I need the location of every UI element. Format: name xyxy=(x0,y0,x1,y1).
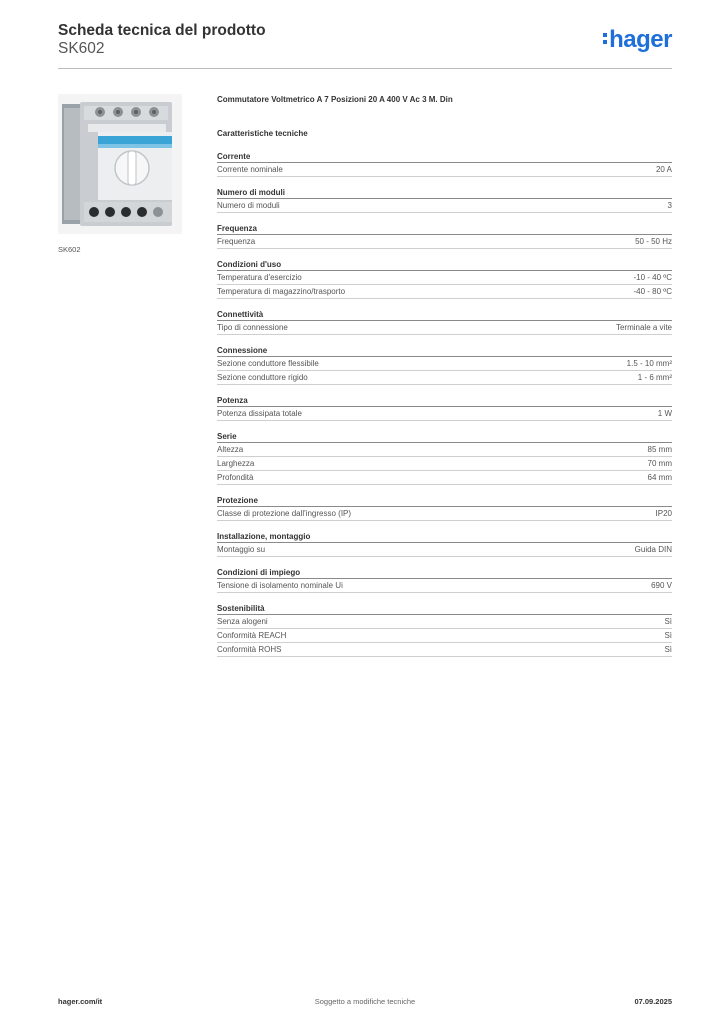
logo-dots-icon xyxy=(603,33,608,47)
product-photo-icon xyxy=(58,94,182,234)
spec-row xyxy=(217,321,672,335)
spec-value: -40 - 80 ºC xyxy=(633,287,672,296)
spec-row xyxy=(217,371,672,385)
spec-label: Conformità ROHS xyxy=(217,645,282,654)
spec-label: Temperatura di magazzino/trasporto xyxy=(217,287,346,296)
spec-label: Potenza dissipata totale xyxy=(217,409,302,418)
spec-value: 70 mm xyxy=(647,459,672,468)
spec-value: 690 V xyxy=(651,581,672,590)
page-header xyxy=(58,22,672,70)
spec-label: Senza alogeni xyxy=(217,617,268,626)
spec-section-title: Connettività xyxy=(217,308,672,321)
spec-value: 1 - 6 mm² xyxy=(637,373,672,382)
footer-note: Soggetto a modifiche tecniche xyxy=(314,997,416,1006)
spec-row xyxy=(217,579,672,593)
spec-row xyxy=(217,357,672,371)
spec-label: Sezione conduttore rigido xyxy=(217,373,308,382)
spec-label: Sezione conduttore flessibile xyxy=(217,359,319,368)
spec-section-title: Numero di moduli xyxy=(217,186,672,199)
spec-section xyxy=(217,344,672,385)
spec-row xyxy=(217,443,672,457)
spec-row xyxy=(217,507,672,521)
specs-table xyxy=(217,150,672,657)
spec-label: Numero di moduli xyxy=(217,201,280,210)
spec-row xyxy=(217,163,672,177)
spec-label: Montaggio su xyxy=(217,545,266,554)
logo-text: hager xyxy=(609,26,672,53)
spec-section-title: Corrente xyxy=(217,150,672,163)
spec-label: Tensione di isolamento nominale Ui xyxy=(217,581,343,590)
spec-value: 50 - 50 Hz xyxy=(635,237,672,246)
header-divider xyxy=(58,68,672,69)
spec-section xyxy=(217,222,672,249)
spec-row xyxy=(217,643,672,657)
spec-row xyxy=(217,543,672,557)
image-caption: SK602 xyxy=(58,245,81,254)
spec-label: Temperatura d'esercizio xyxy=(217,273,302,282)
spec-section-title: Condizioni d'uso xyxy=(217,258,672,271)
spec-value: 1.5 - 10 mm² xyxy=(626,359,672,368)
product-description: Commutatore Voltmetrico A 7 Posizioni 20 A 400 V Ac 3 M. Din xyxy=(217,95,453,104)
spec-row xyxy=(217,457,672,471)
spec-section-title: Connessione xyxy=(217,344,672,357)
spec-value: -10 - 40 ºC xyxy=(633,273,672,282)
spec-value: Guida DIN xyxy=(634,545,672,554)
specs-heading: Caratteristiche tecniche xyxy=(217,129,308,138)
spec-row xyxy=(217,235,672,249)
spec-section xyxy=(217,150,672,177)
spec-label: Larghezza xyxy=(217,459,255,468)
spec-section xyxy=(217,566,672,593)
spec-row xyxy=(217,407,672,421)
spec-section-title: Protezione xyxy=(217,494,672,507)
spec-label: Altezza xyxy=(217,445,244,454)
product-code: SK602 xyxy=(58,40,105,57)
spec-value: Sì xyxy=(664,617,672,626)
spec-value: 85 mm xyxy=(647,445,672,454)
spec-row xyxy=(217,615,672,629)
spec-section xyxy=(217,494,672,521)
spec-label: Tipo di connessione xyxy=(217,323,288,332)
product-image xyxy=(58,94,182,234)
spec-value: Sì xyxy=(664,631,672,640)
spec-value: IP20 xyxy=(655,509,672,518)
spec-section xyxy=(217,430,672,485)
spec-section xyxy=(217,394,672,421)
spec-section xyxy=(217,258,672,299)
spec-label: Conformità REACH xyxy=(217,631,287,640)
spec-section-title: Installazione, montaggio xyxy=(217,530,672,543)
spec-label: Classe di protezione dall'ingresso (IP) xyxy=(217,509,352,518)
spec-row xyxy=(217,285,672,299)
spec-label: Profondità xyxy=(217,473,254,482)
spec-section-title: Sostenibilità xyxy=(217,602,672,615)
spec-label: Corrente nominale xyxy=(217,165,283,174)
spec-value: 64 mm xyxy=(647,473,672,482)
page-footer xyxy=(58,997,672,1009)
spec-row xyxy=(217,471,672,485)
spec-row xyxy=(217,199,672,213)
spec-value: 3 xyxy=(667,201,672,210)
spec-section xyxy=(217,186,672,213)
product-details xyxy=(217,94,672,666)
spec-value: Terminale a vite xyxy=(615,323,672,332)
website-link[interactable]: hager.com/it xyxy=(58,997,103,1006)
document-date: 07.09.2025 xyxy=(634,997,672,1006)
spec-section-title: Condizioni di impiego xyxy=(217,566,672,579)
spec-section xyxy=(217,308,672,335)
spec-value: 1 W xyxy=(657,409,672,418)
spec-section xyxy=(217,530,672,557)
spec-section-title: Serie xyxy=(217,430,672,443)
document-title: Scheda tecnica del prodotto xyxy=(58,22,266,39)
spec-section-title: Potenza xyxy=(217,394,672,407)
spec-value: 20 A xyxy=(655,165,672,174)
spec-section xyxy=(217,602,672,657)
spec-row xyxy=(217,629,672,643)
spec-label: Frequenza xyxy=(217,237,256,246)
hager-logo xyxy=(603,26,672,54)
spec-row xyxy=(217,271,672,285)
spec-value: Sì xyxy=(664,645,672,654)
spec-section-title: Frequenza xyxy=(217,222,672,235)
